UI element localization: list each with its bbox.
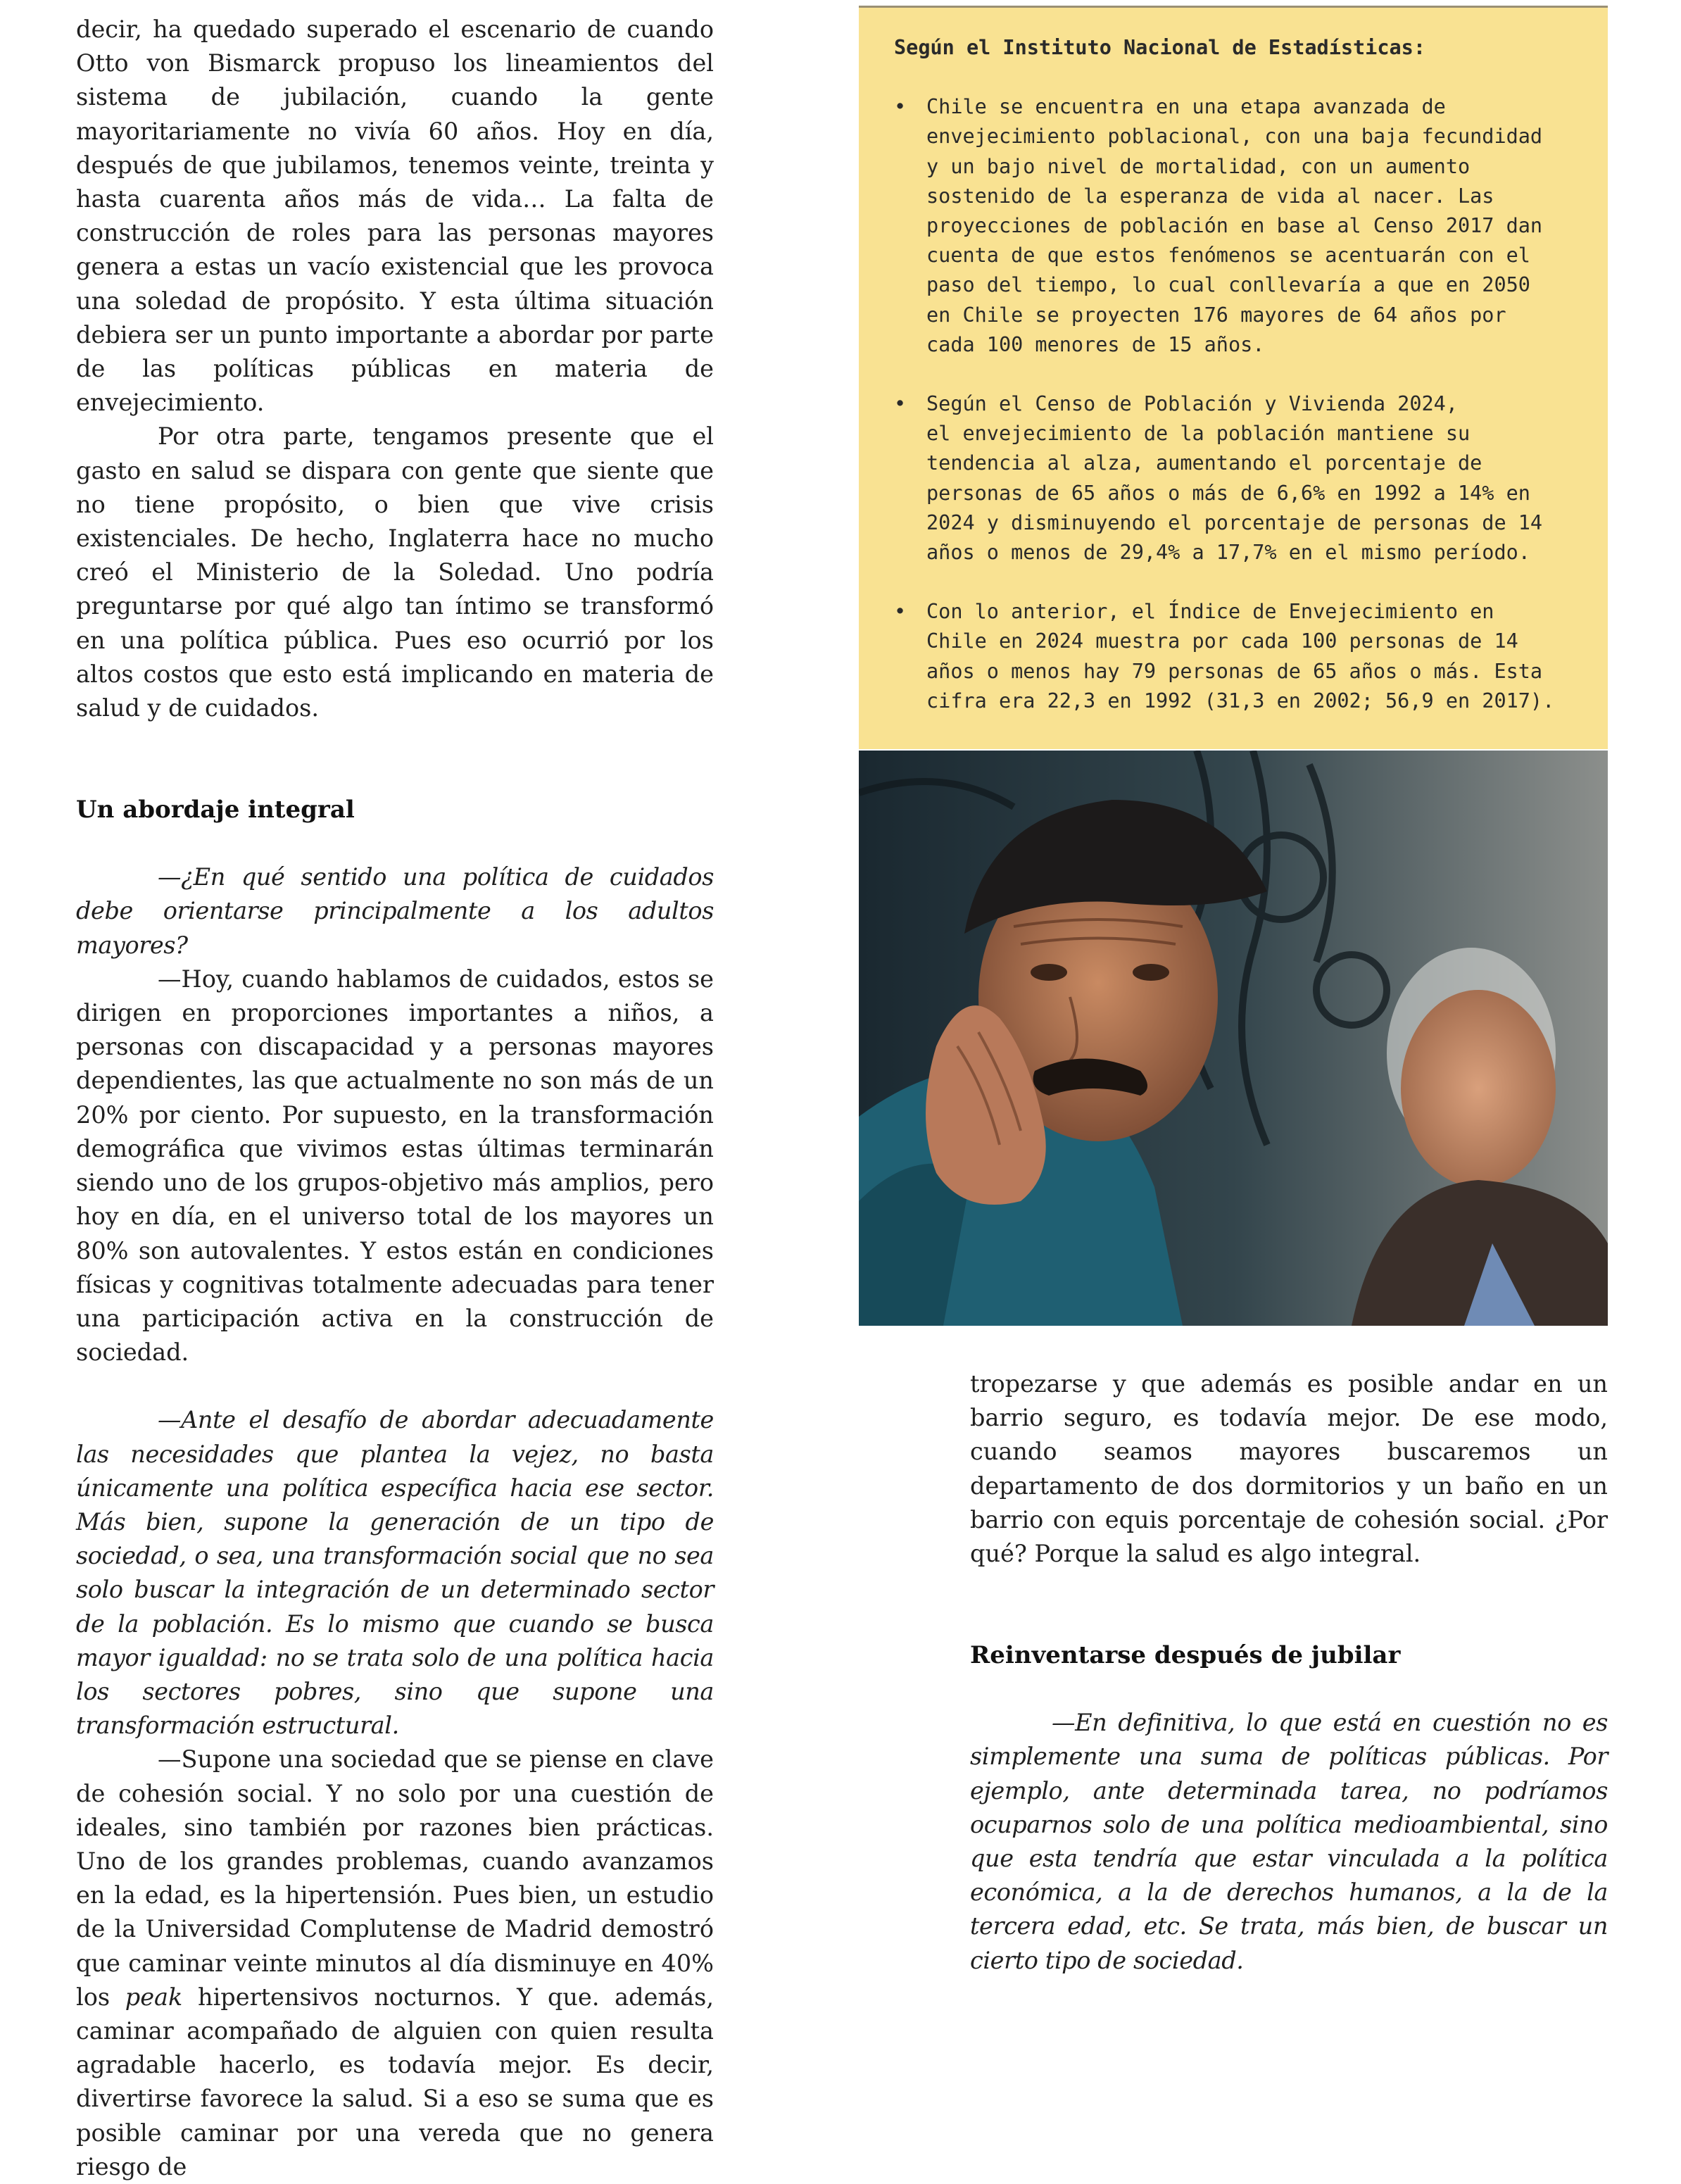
right-column xyxy=(970,1367,1608,1978)
statistics-box-title: Según el Instituto Nacional de Estadísticas: xyxy=(894,36,1425,59)
paragraph: Por otra parte, tengamos presente que el gasto en salud se dispara con gente que siente que no tiene propósito, o bien que vive crisis existenciales. De hecho, Inglaterra hace no mucho creó el Ministerio de la Soledad. Uno podría preguntarse por qué algo tan íntimo se transformó en una política pública. Pues eso ocurrió por los altos costos que esto está implicando en materia de salud y de cuidados. xyxy=(76,422,714,722)
interview-answer xyxy=(76,1743,714,2184)
interview-question: —Ante el desafío de abordar adecuadamente las necesidades que plantea la vejez, no basta únicamente una política específica hacia ese sector. Más bien, supone la generación de un tipo de sociedad, o sea, una transformación social que no sea solo buscar la integración de un determinado sector de la población. Es lo mismo que cuando se busca mayor igualdad: no se trata solo de una política hacia los sectores pobres, sino que supone una transformación estructural. xyxy=(76,1406,714,1740)
answer-text: —Supone una sociedad que se piense en clave de cohesión social. Y no solo por una cuestión de ideales, sino también por razones bien prácticas. Uno de los grandes problemas, cuando avanzamos en la edad, es la hipertensión. Pues bien, un estudio de la Universidad Complutense de Madrid demostró que caminar veinte minutos al día disminuye en 40% los xyxy=(76,1745,714,2011)
interview-question: —¿En qué sentido una política de cuidados debe orientarse principalmente a los adultos mayores? xyxy=(76,863,714,959)
photo-elderly-men xyxy=(859,751,1608,1326)
statistics-item: • Según el Censo de Población y Vivienda 2024, el envejecimiento de la población mantiene su tendencia al alza, aumentando el porcentaje de personas de 65 años o más de 6,6% en 1992 a 14% en 2024 y disminuyendo el porcentaje de personas de 14 años o menos de 29,4% a 17,7% en el mismo período. xyxy=(894,389,1573,567)
interview-question: —En definitiva, lo que está en cuestión no es simplemente una suma de políticas públicas. Por ejemplo, ante determinada tarea, no podríamos ocuparnos solo de una política medioambiental, sino que esta tendría que estar vinculada a la política económica, a la de derechos humanos, a la de la tercera edad, etc. Se trata, más bien, de buscar un cierto tipo de sociedad. xyxy=(970,1709,1608,1974)
paragraph: decir, ha quedado superado el escenario de cuando Otto von Bismarck propuso los lineamientos del sistema de jubilación, cuando la gente mayoritariamente no vivía 60 años. Hoy en día, después de que jubilamos, tenemos veinte, treinta y hasta cuarenta años más de vida… La falta de construcción de roles para las personas mayores genera a estas un vacío existencial que les provoca una soledad de propósito. Y esta última situación debiera ser un punto importante a abordar por parte de las políticas públicas en materia de envejecimiento. xyxy=(76,15,714,417)
left-column xyxy=(76,13,714,2184)
photo-illustration xyxy=(859,751,1608,1326)
statistics-item: • Chile se encuentra en una etapa avanzada de envejecimiento poblacional, con una baja fecundidad y un bajo nivel de mortalidad, con un aumento sostenido de la esperanza de vida al nacer. Las proyecciones de población en base al Censo 2017 dan cuenta de que estos fenómenos se acentuarán con el paso del tiempo, lo cual conllevaría a que en 2050 en Chile se proyecten 176 mayores de 64 años por cada 100 menores de 15 años. xyxy=(894,92,1573,360)
statistics-item: • Con lo anterior, el Índice de Envejecimiento en Chile en 2024 muestra por cada 100 personas de 14 años o menos hay 79 personas de 65 años o más. Esta cifra era 22,3 en 1992 (31,3 en 2002; 56,9 en 2017). xyxy=(894,597,1573,716)
statistics-list xyxy=(894,92,1573,716)
interview-answer: —Hoy, cuando hablamos de cuidados, estos se dirigen en proporciones importantes a niños, a personas con discapacidad y a personas mayores dependientes, las que actualmente no son más de un 20% por ciento. Por supuesto, en la transformación demográfica que vivimos estas últimas terminarán siendo uno de los grupos-objetivo más amplios, pero hoy en día, en el universo total de los mayores un 80% son autovalentes. Y estos están en condiciones físicas y cognitivas totalmente adecuadas para tener una participación activa en la construcción de sociedad. xyxy=(76,965,714,1367)
statistics-box xyxy=(859,6,1608,749)
paragraph: tropezarse y que además es posible andar en un barrio seguro, es todavía mejor. De ese modo, cuando seamos mayores buscaremos un departamento de dos dormitorios y un baño en un barrio con equis porcentaje de cohesión social. ¿Por qué? Porque la salud es algo integral. xyxy=(970,1370,1608,1568)
answer-text: hipertensivos nocturnos. Y que. además, caminar acompañado de alguien con quien resulta agradable hacerlo, es todavía mejor. Es decir, divertirse favorece la salud. Si a eso se suma que es posible caminar por una vereda que no genera riesgo de xyxy=(76,1983,714,2180)
emphasized-word: peak xyxy=(125,1983,183,2011)
section-heading: Reinventarse después de jubilar xyxy=(970,1641,1401,1670)
section-heading: Un abordaje integral xyxy=(76,796,355,824)
